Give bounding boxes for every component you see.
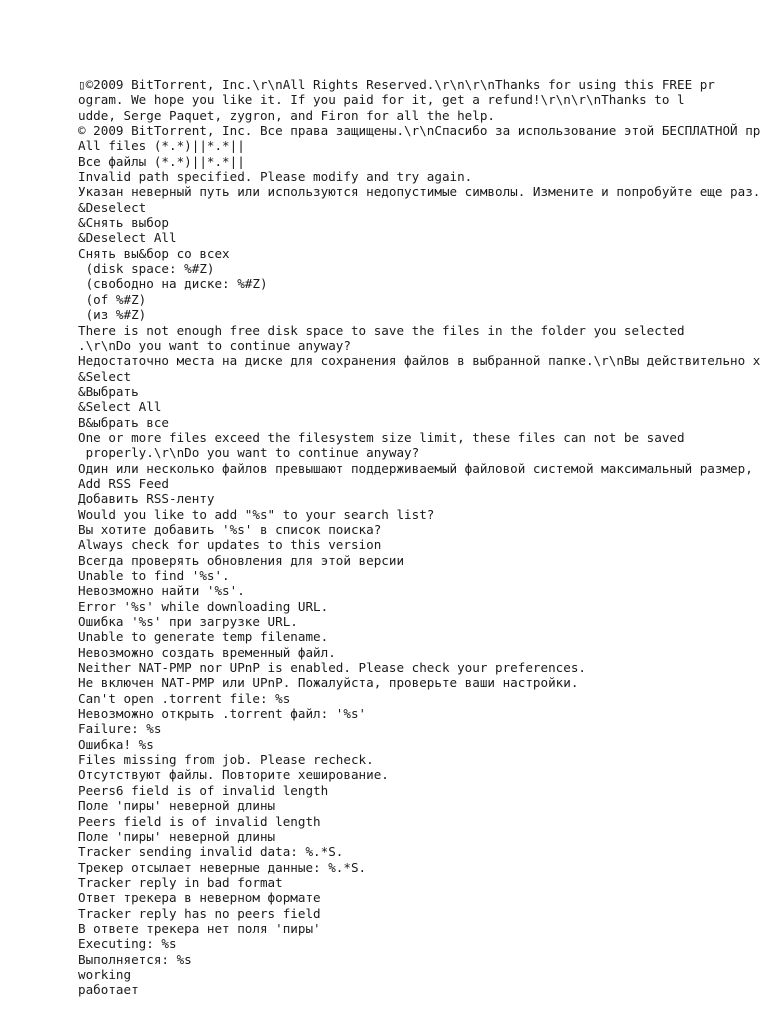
- text-line: All files (*.*)||*.*||: [78, 138, 245, 154]
- text-line: Unable to find '%s'.: [78, 568, 230, 583]
- text-line: Отсутствуют файлы. Повторите хеширование.: [78, 767, 389, 783]
- text-line: Would you like to add "%s" to your search list?: [78, 506, 435, 522]
- text-line: Files missing from job. Please recheck.: [78, 752, 374, 768]
- text-line: Neither NAT-PMP nor UPnP is enabled. Please check your preferences.: [78, 660, 586, 676]
- text-line: .\r\nDo you want to continue anyway?: [78, 337, 351, 353]
- text-line: &Выбрать: [78, 383, 139, 399]
- text-line: properly.\r\nDo you want to continue anyway?: [78, 445, 420, 461]
- text-line: Peers6 field is of invalid length: [78, 782, 329, 798]
- text-line: (disk space: %#Z): [78, 261, 215, 277]
- document-text: [78, 77, 768, 998]
- text-line: Невозможно открыть .torrent файл: '%s': [78, 706, 367, 722]
- text-line: Один или несколько файлов превышают поддерживаемый файловой системой максимальный размер,: [78, 460, 753, 476]
- text-line: Все файлы (*.*)||*.*||: [78, 153, 245, 169]
- text-line: Can't open .torrent file: %s: [78, 690, 291, 706]
- text-line: Невозможно создать временный файл.: [78, 644, 336, 660]
- text-line: ▯©2009 BitTorrent, Inc.\r\nAll Rights Reserved.\r\n\r\nThanks for using this FREE pr: [78, 77, 715, 92]
- text-line: Всегда проверять обновления для этой версии: [78, 552, 405, 568]
- text-line: работает: [78, 982, 139, 998]
- text-line: Invalid path specified. Please modify and try again.: [78, 169, 473, 185]
- text-line: © 2009 BitTorrent, Inc. Все права защищены.\r\nСпасибо за использование этой БЕСПЛАТНОЙ пр: [78, 123, 761, 139]
- text-line: Не включен NAT-PMP или UPnP. Пожалуйста, проверьте ваши настройки.: [78, 675, 579, 691]
- text-line: &Deselect All: [78, 230, 177, 246]
- text-line: Указан неверный путь или используются недопустимые символы. Измените и попробуйте еще раз.: [78, 184, 761, 200]
- text-line: Ответ трекера в неверном формате: [78, 890, 321, 906]
- text-line: Добавить RSS-ленту: [78, 491, 215, 507]
- text-line: udde, Serge Paquet, zygron, and Firon for all the help.: [78, 107, 496, 123]
- text-line: В&ыбрать все: [78, 414, 169, 430]
- text-line: &Deselect: [78, 199, 147, 215]
- text-line: Error '%s' while downloading URL.: [78, 598, 329, 614]
- text-line: Ошибка! %s: [78, 736, 154, 752]
- text-line: Вы хотите добавить '%s' в список поиска?: [78, 521, 382, 537]
- text-line: Снять вы&бор со всех: [78, 245, 230, 261]
- text-line: Трекер отсылает неверные данные: %.*S.: [78, 859, 367, 875]
- text-line: (свободно на диске: %#Z): [78, 276, 268, 292]
- text-line: &Select All: [78, 399, 162, 415]
- text-line: Недостаточно места на диске для сохранения файлов в выбранной папке.\r\nВы действительно х: [78, 353, 761, 369]
- text-line: Tracker sending invalid data: %.*S.: [78, 844, 344, 860]
- text-line: working: [78, 966, 132, 982]
- text-line: (of %#Z): [78, 291, 147, 307]
- text-line: Выполняется: %s: [78, 951, 192, 967]
- text-line: Executing: %s: [78, 936, 177, 952]
- text-line: Ошибка '%s' при загрузке URL.: [78, 614, 298, 630]
- text-line: Поле 'пиры' неверной длины: [78, 798, 276, 814]
- text-line: One or more files exceed the filesystem size limit, these files can not be saved: [78, 429, 685, 445]
- text-line: &Снять выбор: [78, 215, 169, 231]
- text-line: Always check for updates to this version: [78, 537, 382, 553]
- text-line: Tracker reply has no peers field: [78, 905, 321, 921]
- text-line: There is not enough free disk space to save the files in the folder you selected: [78, 322, 685, 338]
- text-line: Невозможно найти '%s'.: [78, 583, 245, 599]
- text-line: ogram. We hope you like it. If you paid for it, get a refund!\r\n\r\nThanks to l: [78, 92, 685, 108]
- text-line: Add RSS Feed: [78, 475, 169, 491]
- text-line: &Select: [78, 368, 132, 384]
- text-line: Поле 'пиры' неверной длины: [78, 828, 276, 844]
- text-line: В ответе трекера нет поля 'пиры': [78, 920, 321, 936]
- text-line: Peers field is of invalid length: [78, 813, 321, 829]
- text-line: Failure: %s: [78, 721, 162, 737]
- text-line: Unable to generate temp filename.: [78, 629, 329, 645]
- text-line: Tracker reply in bad format: [78, 874, 283, 890]
- text-line: (из %#Z): [78, 307, 147, 323]
